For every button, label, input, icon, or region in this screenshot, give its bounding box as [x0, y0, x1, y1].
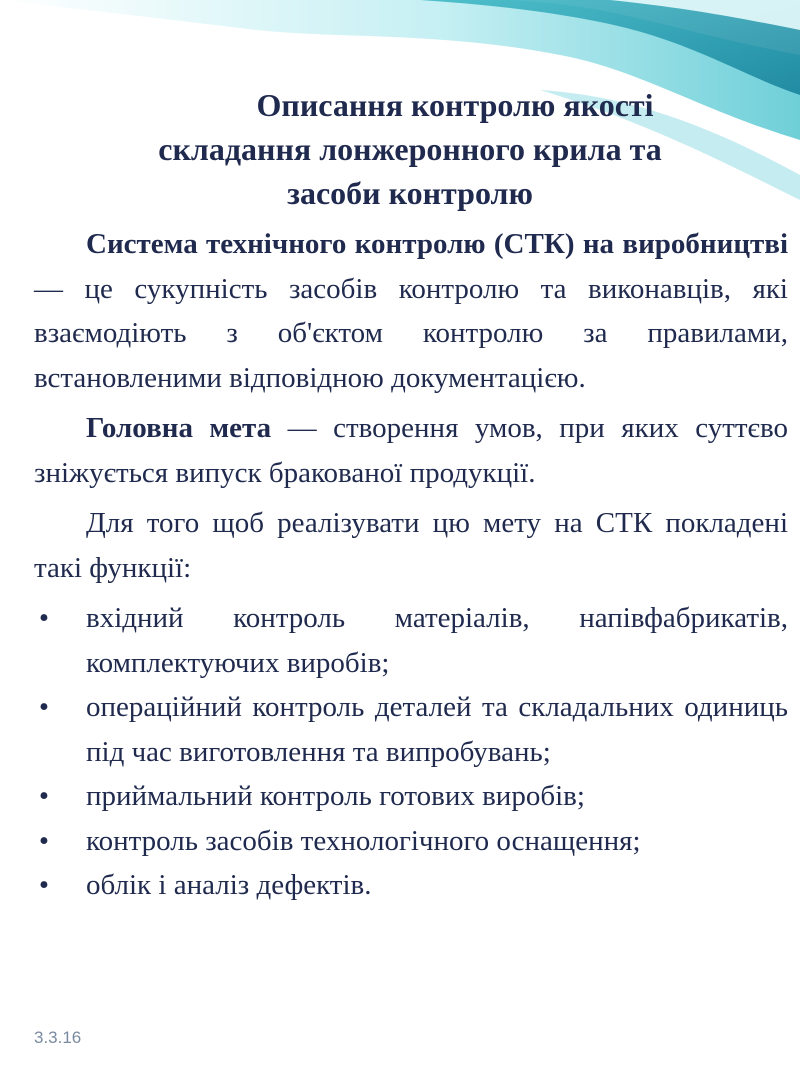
- slide-body: [34, 222, 788, 908]
- paragraph-goal-bold: Головна мета: [86, 412, 272, 444]
- list-item: [34, 774, 788, 819]
- list-item-text: контроль засобів технологічного оснащення;: [86, 824, 641, 857]
- slide-date: 3.3.16: [34, 1028, 82, 1047]
- paragraph-definition-text: — це сукупність засобів контролю та виконавців, які взаємодіють з об'єктом контролю за правилами, встановленими відповідною документацією.: [34, 272, 788, 394]
- bullet-icon: •: [38, 824, 50, 857]
- list-item: [34, 685, 788, 774]
- list-item: [34, 819, 788, 864]
- bullet-icon: •: [38, 869, 50, 901]
- list-item-text: приймальний контроль готових виробів;: [86, 780, 585, 812]
- list-item: [34, 863, 788, 908]
- bullet-icon: •: [38, 602, 50, 634]
- list-item-text: облік і аналіз дефектів.: [86, 869, 372, 901]
- list-item-text: вхідний контроль матеріалів, напівфабрикатів, комплектуючих виробів;: [86, 602, 788, 679]
- title-line-2: складання лонжеронного крила та: [158, 131, 662, 167]
- paragraph-goal-text: — створення умов, при яких суттєво зніжується випуск бракованої продукції.: [34, 412, 789, 489]
- paragraph-functions-intro: [34, 501, 788, 590]
- title-line-1: Описання контролю якості: [256, 87, 654, 123]
- paragraph-definition: [34, 222, 788, 400]
- paragraph-goal: [34, 406, 788, 495]
- bullet-icon: •: [38, 691, 50, 723]
- slide-title: [30, 83, 790, 215]
- bullet-icon: •: [38, 780, 50, 812]
- title-line-3: засоби контролю: [287, 175, 533, 211]
- paragraph-functions-intro-text: Для того щоб реалізувати цю мету на СТК покладені такі функції:: [34, 507, 788, 584]
- functions-list: [34, 596, 788, 908]
- list-item-text: операційний контроль деталей та складальних одиниць під час виготовлення та випробувань;: [86, 691, 788, 768]
- list-item: [34, 596, 788, 685]
- paragraph-definition-bold: Система технічного контролю (СТК) на виробництві: [86, 228, 788, 260]
